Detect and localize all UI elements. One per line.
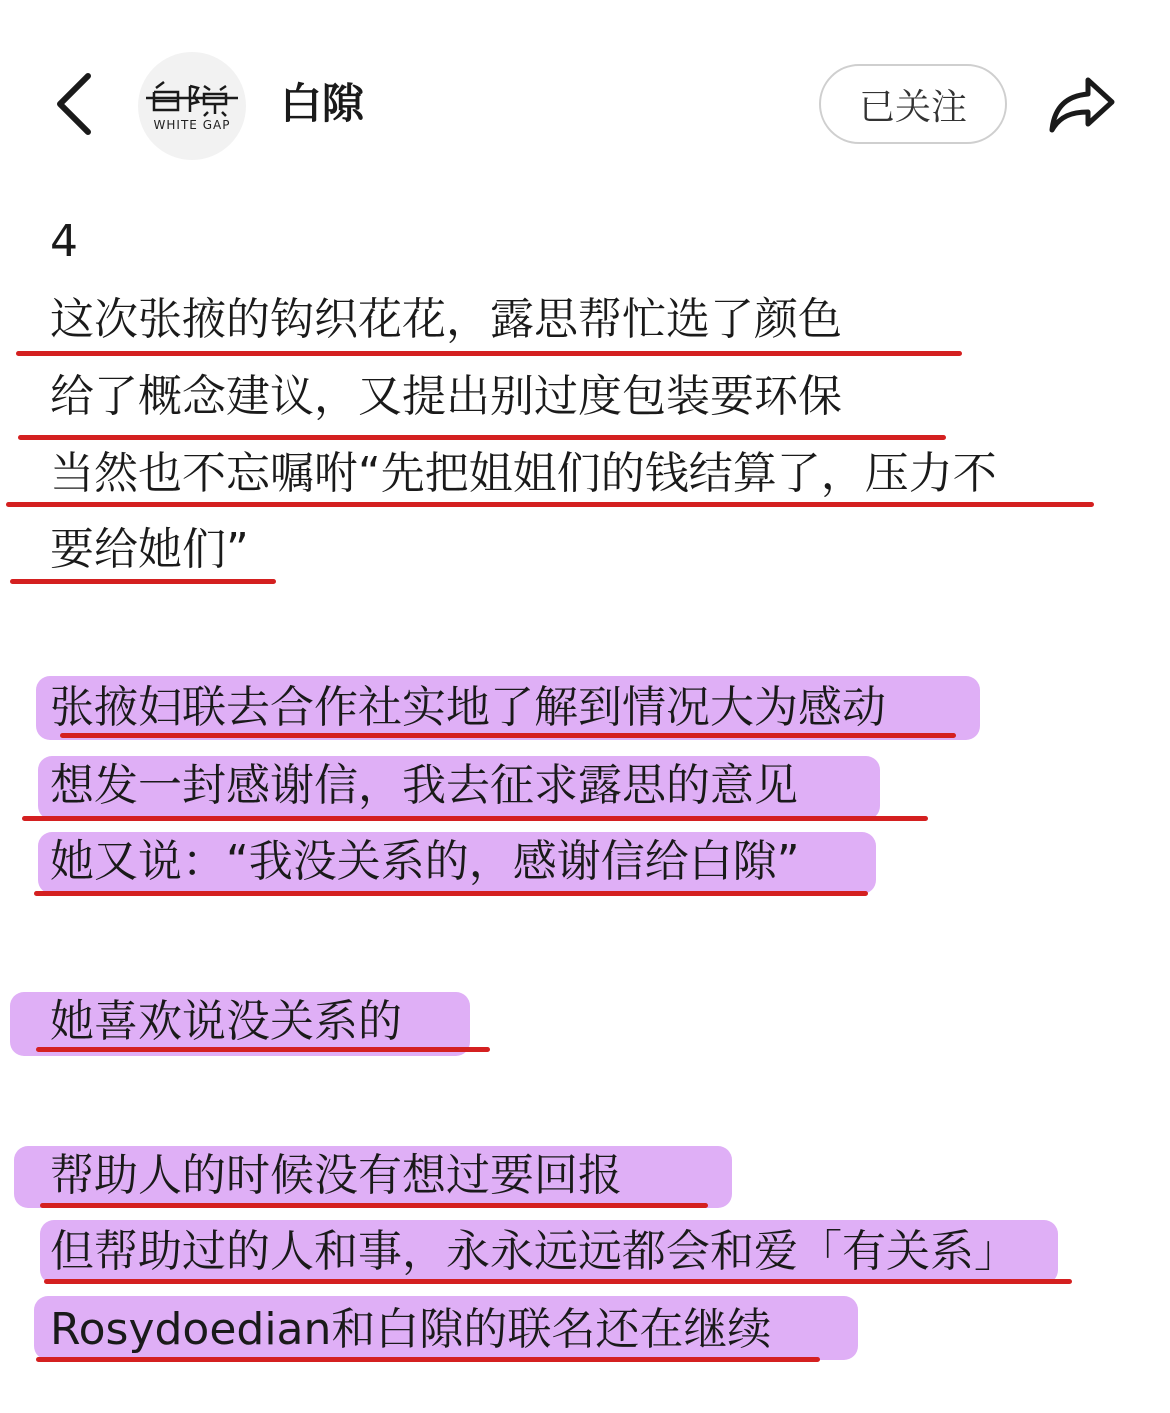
post-line: 想发一封感谢信，我去征求露思的意见 — [50, 760, 798, 811]
post-line: 这次张掖的钩织花花，露思帮忙选了颜色 — [50, 294, 842, 345]
follow-button[interactable]: 已关注 — [819, 64, 1007, 144]
underline-mark — [44, 1279, 1072, 1284]
underline-mark — [36, 1357, 820, 1362]
post-line: Rosydoedian和白隙的联名还在继续 — [50, 1304, 772, 1355]
section-number: 4 — [50, 216, 78, 267]
post-line: 她喜欢说没关系的 — [50, 996, 402, 1047]
post-line: 但帮助过的人和事，永永远远都会和爱「有关系」 — [50, 1226, 1018, 1277]
underline-mark — [16, 351, 962, 356]
underline-mark — [6, 502, 1094, 507]
underline-mark — [36, 1047, 490, 1052]
underline-mark — [10, 579, 276, 584]
underline-mark — [40, 1203, 708, 1208]
post-line: 张掖妇联去合作社实地了解到情况大为感动 — [50, 682, 886, 733]
post-line: 当然也不忘嘱咐“先把姐姐们的钱结算了，压力不 — [50, 448, 997, 499]
post-line: 给了概念建议，又提出别过度包装要环保 — [50, 371, 842, 422]
post-line: 要给她们” — [50, 524, 249, 575]
underline-mark — [18, 435, 946, 440]
post-line: 帮助人的时候没有想过要回报 — [50, 1150, 622, 1201]
underline-mark — [22, 816, 928, 821]
underline-mark — [34, 891, 868, 896]
avatar-logo-text: WHITE GAP — [153, 118, 231, 132]
post-line: 她又说：“我没关系的，感谢信给白隙” — [50, 836, 800, 887]
underline-mark — [60, 733, 956, 738]
author-name[interactable]: 白隙 — [280, 79, 365, 128]
